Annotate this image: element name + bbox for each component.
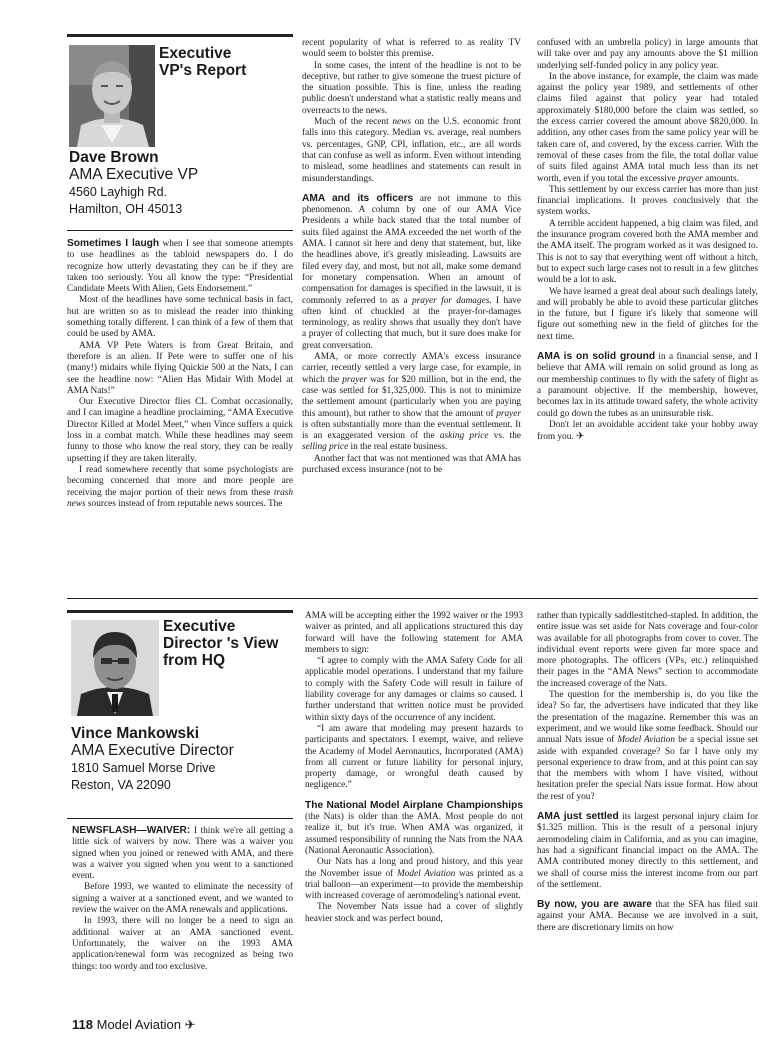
lead-in: AMA just settled bbox=[537, 811, 619, 823]
address-line: 1810 Samuel Morse Drive bbox=[71, 761, 216, 775]
portrait-image bbox=[69, 45, 155, 147]
bottom-column-1 bbox=[72, 825, 293, 1009]
paragraph: In some cases, the intent of the headline is not to be deceptive, but rather to give someone the truest picture of the situation possible. This is fine, unless the reading public doesn't understand what a statistic really means and overreacts to the news. bbox=[302, 60, 521, 116]
executive-vp-card bbox=[67, 37, 293, 227]
airplane-icon: ✈ bbox=[184, 1017, 196, 1032]
lead-in: AMA and its officers bbox=[302, 192, 414, 204]
column-title-line: VP's Report bbox=[159, 62, 247, 79]
lead-in: By now, you are aware bbox=[537, 899, 652, 911]
address-line: 4560 Layhigh Rd. bbox=[69, 185, 167, 199]
text: I have often kind of chuckled at the prayer-for-damages terminology, as reality shows that usually they don't have a prayer of collecting that much, but it sure does make for great conversation. bbox=[302, 295, 521, 351]
bottom-column-3 bbox=[537, 611, 758, 1009]
paragraph bbox=[537, 811, 758, 891]
text: Don't let an avoidable accident take your hobby away from you. bbox=[537, 419, 758, 443]
column-title-line: Executive bbox=[163, 618, 236, 635]
paragraph bbox=[302, 352, 521, 454]
italic-text: Model Aviation bbox=[617, 735, 676, 746]
paragraph bbox=[537, 690, 758, 803]
text: in the real estate business. bbox=[348, 442, 448, 453]
lead-in: The National Model Airplane Championships bbox=[305, 799, 523, 811]
italic-text: news bbox=[392, 117, 411, 128]
paragraph bbox=[537, 351, 758, 420]
italic-text: prayer bbox=[677, 173, 703, 184]
text: is often substantially more than the eventual settlement. It is an exaggerated version of the bbox=[302, 419, 521, 442]
paragraph bbox=[72, 825, 293, 882]
text: on the U.S. economic front falls into this category. Median vs. average, real numbers vs. percentages, GNP, CPI, inflation, etc., are all words that can confuse as well as inform. Even without intending to mislead, some headlines and statements can result in misunderstandings. bbox=[302, 117, 521, 184]
paragraph: AMA will be accepting either the 1992 waiver or the 1993 waiver as printed, and all applications structured this day forward will have the following statement for AMA members to sign: bbox=[305, 611, 523, 655]
bottom-card-bottom-rule bbox=[67, 818, 293, 819]
italic-text: prayer for damages. bbox=[411, 295, 492, 306]
paragraph: rather than typically saddlestitched-stapled. In addition, the entire issue was set aside for Nats coverage and four-color was available for all photographs from cover to cover. The individual event reports were given far more space and more photographs. The officers (VPs, etc.) relinquished their pages in the “AMA News” section to accommodate the increased coverage of the Nats. bbox=[537, 611, 758, 689]
paragraph: A terrible accident happened, a big claim was filed, and the insurance program covered both the AMA member and the AMA itself. The program worked as it was designed to. This is not to say that everything went off without a hitch, but to expect such large cases not to result in a few glitches would be a lot to ask. bbox=[537, 218, 758, 286]
column-title-line: Executive bbox=[159, 45, 232, 62]
text: Our Nats has a long and proud history, and this year the November issue of bbox=[305, 857, 523, 879]
paragraph: “I am aware that modeling may present hazards to participants and spectators. I exempt, waive, and relieve the Academy of Model Aeronautics, Incorporated (AMA) from all current or future liability for personal injury, property damage, or wrongful death caused by negligence.” bbox=[305, 723, 523, 791]
column-title-line: from HQ bbox=[163, 652, 225, 669]
page-number: 118 bbox=[72, 1017, 93, 1032]
paragraph: This settlement by our excess carrier has more than just financial implications. It proves conclusively that the system works. bbox=[537, 184, 758, 218]
lead-in: Sometimes I laugh bbox=[67, 238, 160, 249]
vince-mankowski-photo bbox=[71, 620, 159, 716]
paragraph: AMA VP Pete Waters is from Great Britain, and therefore is an alien. If Pete were to suffer one of his (many!) midairs while flying Quickie 500 at the Nats, I can see the headline now: “Alien Has Midair With Model at AMA Nats!” bbox=[67, 340, 293, 396]
text: AMA, or more correctly AMA's excess insurance carrier, recently settled a very large case, for example, in which the bbox=[302, 352, 521, 385]
address-line: Hamilton, OH 45013 bbox=[69, 202, 183, 216]
paragraph: Our Executive Director flies CL Combat occasionally, and I can imagine a headline proclaiming, “AMA Executive Director Killed at Model Meet,” when Vince suffers a quick loss in a combat match. While these headlines may seem funny to those who know the real story, they can be really upsetting if they are taken literally. bbox=[67, 397, 293, 464]
text: are not immune to this phenomenon. A column by one of our AMA Vice Presidents a while back stated that the total number of suits filed against the AMA exceeded the net worth of the AMA. I cannot sit here and deny that statement, but, like the headlines above, it's greatly misleading. Lawsuits are filed every day, and most, but not all, make some demand for monetary compensation. When an amount of compensation for damages is specified in the lawsuit, it is commonly referred to as a bbox=[302, 193, 521, 306]
paragraph bbox=[537, 899, 758, 934]
lead-in: NEWSFLASH—WAIVER: bbox=[72, 825, 191, 836]
top-card-bottom-rule bbox=[67, 230, 293, 231]
text: when I see that someone attempts to use headlines as the tabloid newspapers do. I do recognize how utterly devastating they can be if they are taken too seriously. You all know the type: “Presidential Candidate Meets With Alien, Gets Endorsement.” bbox=[67, 239, 293, 295]
italic-text: trash news bbox=[67, 487, 293, 509]
text: sources instead of from reputable news sources. The bbox=[85, 498, 283, 509]
text: I think we're all getting a little sick of waivers by now. There was a waiver you signed when you joined or renewed with AMA, and there was a waiver you signed when you went to a sanctioned event. bbox=[72, 826, 293, 882]
paragraph bbox=[302, 193, 521, 352]
lead-in: AMA is on solid ground bbox=[537, 351, 656, 363]
paragraph: “I agree to comply with the AMA Safety Code for all applicable model operations. I understand that my failure to comply with the Safety Code will result in failure of liability coverage for any damages or claims so caused. I further understand that written notice must be provided within sixty days of the occurrence of any incident. bbox=[305, 656, 523, 723]
author-address bbox=[69, 184, 182, 218]
author-name: Vince Mankowski bbox=[71, 725, 200, 742]
author-address bbox=[71, 760, 216, 794]
column-title bbox=[163, 618, 291, 669]
text: (the Nats) is older than the AMA. Most people do not realize it, but it's true. When AMA was organized, it assumed responsibility of running the Nats from the NAA (National Aeronautic Association). bbox=[305, 812, 523, 856]
section-divider bbox=[67, 598, 758, 599]
airplane-icon: ✈ bbox=[576, 431, 585, 443]
top-column-1 bbox=[67, 238, 293, 590]
paragraph: Another fact that was not mentioned was that AMA has purchased excess insurance (not to be bbox=[302, 453, 521, 475]
paragraph: Before 1993, we wanted to eliminate the necessity of signing a waiver at a sanctioned event, and we wanted to review the waiver on the AMA renewals and applications. bbox=[72, 882, 293, 916]
paragraph bbox=[537, 420, 758, 444]
author-role: AMA Executive VP bbox=[69, 166, 199, 183]
text: that the SFA has filed suit against your AMA. Because we are involved in a suit, there are discretionary limits on how bbox=[537, 900, 758, 933]
paragraph: The November Nats issue had a cover of slightly heavier stock and was perfect bound, bbox=[305, 902, 523, 924]
text: Much of the recent bbox=[314, 117, 393, 128]
page-footer bbox=[72, 1017, 195, 1033]
magazine-name: Model Aviation bbox=[96, 1017, 181, 1032]
text: In the above instance, for example, the claim was made against the policy year 1989, and settlements of other claims filed against that policy year had totaled approximately $180,000 before the claim was settled, so the excess carrier covered the amount above $820,000. In addition, any other cases from the same policy year will be taken care of, and covered, by the excess carrier. With the removal of these cases from the file, the total dollar value of suits filed against AMA total much less than its net worth, even if you total the excessive bbox=[537, 71, 758, 184]
paragraph bbox=[305, 857, 523, 902]
paragraph: confused with an umbrella policy) in large amounts that will take over and pay any amounts above the $1 million underlying self-funded policy in any policy year. bbox=[537, 38, 758, 71]
executive-director-card bbox=[67, 613, 293, 818]
column-title bbox=[159, 45, 289, 79]
paragraph bbox=[302, 117, 521, 185]
address-line: Reston, VA 22090 bbox=[71, 778, 171, 792]
italic-text: prayer bbox=[342, 374, 368, 385]
text: vs. the bbox=[488, 431, 521, 442]
paragraph: In 1993, there will no longer be a need to sign an additional waiver at an AMA sanctioned event. Unfortunately, the waiver on the 1993 AMA application/renewal form was recognized as being two things: too wordy and too exclusive. bbox=[72, 916, 293, 972]
paragraph bbox=[305, 800, 523, 857]
italic-text: prayer bbox=[496, 408, 521, 419]
text: was printed as a trial balloon—an experiment—to provide the membership with increased coverage of aeromodeling's national event. bbox=[305, 868, 523, 902]
text: in a financial sense, and I believe that AMA will remain on solid ground as long as our membership continues to fly with the safety of flight as a paramount objective. If the membership, however, becomes lax in its attitude toward safety, the whole activity could go down the tubes as an uninsurable risk. bbox=[537, 352, 758, 419]
text: was for $20 million, but in the end, the case was settled for $1,325,000. This is not to minimize the settlement amount (particularly when you are paying this amount), but rather to show that the amount of bbox=[302, 374, 521, 419]
text: amounts. bbox=[702, 173, 739, 184]
dave-brown-photo bbox=[69, 45, 155, 147]
paragraph: We have learned a great deal about such dealings lately, and will probably be able to avoid these particular glitches in the future, but I figure it's likely that someone will figure out something new in the field of glitches for the next time. bbox=[537, 286, 758, 342]
bottom-column-2 bbox=[305, 611, 523, 1009]
paragraph bbox=[67, 238, 293, 295]
author-name: Dave Brown bbox=[69, 149, 159, 166]
column-title-line: Director 's View bbox=[163, 635, 279, 652]
top-column-3 bbox=[537, 38, 758, 568]
paragraph bbox=[67, 465, 293, 510]
portrait-image bbox=[71, 620, 159, 716]
author-role: AMA Executive Director bbox=[71, 742, 234, 759]
text: be a special issue set aside with expanded coverage? So far I have only my personal experience to draw from, and at this point can say that the members with whom I have visited, without hesitation prefer the special Nats issue format. How about the rest of you? bbox=[537, 735, 758, 802]
italic-text: Model Aviation bbox=[396, 868, 456, 879]
text: its largest personal injury claim for $1.325 million. This is the result of a personal injury aeromodeling claim in California, and as you can imagine, has had a significant financial impact on the AMA. The AMA contributed money directly to this settlement, and we shall of course miss the interest income from our part of the settlement. bbox=[537, 812, 758, 890]
italic-text: selling price bbox=[302, 442, 349, 453]
paragraph: Most of the headlines have some technical basis in fact, but are written so as to mislead the reader into thinking something totally different. I can think of a few of them that could be used by AMA. bbox=[67, 295, 293, 340]
paragraph bbox=[537, 72, 758, 185]
text: The question for the membership is, do you like the idea? So far, the advertisers have indicated that they like the presentation of the magazine. Remember this was an experiment, and we would like some feedback. Should our annual Nats issue of bbox=[537, 690, 758, 746]
italic-text: asking price bbox=[439, 431, 489, 442]
paragraph: recent popularity of what is referred to as reality TV would seem to bolster this premise. bbox=[302, 38, 521, 60]
text: I read somewhere recently that some psychologists are becoming concerned that more and more people are receiving the major portion of their news from these bbox=[67, 464, 293, 498]
top-column-2 bbox=[302, 38, 521, 590]
